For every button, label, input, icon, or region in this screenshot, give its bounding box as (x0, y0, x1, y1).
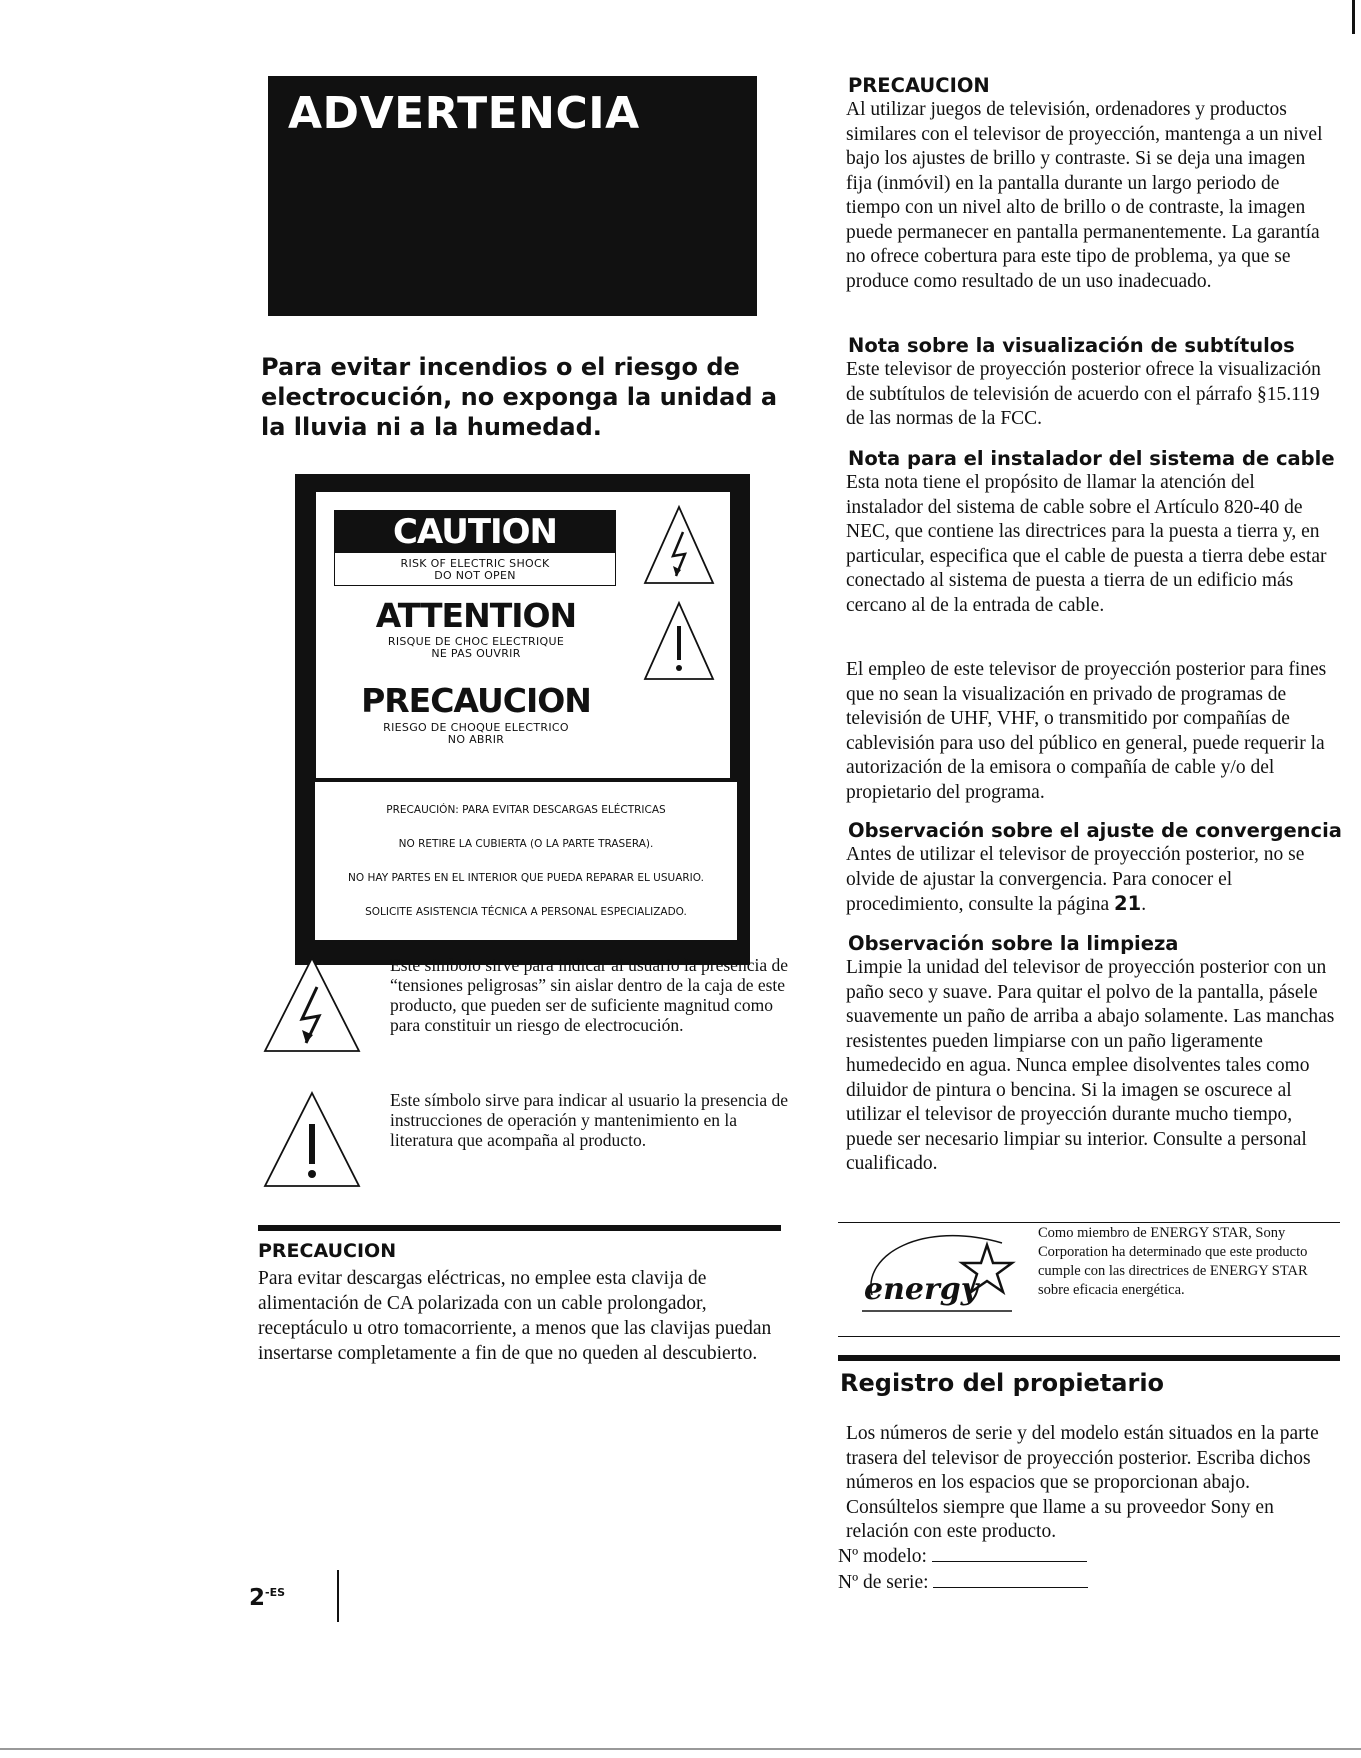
notice-line: NO HAY PARTES EN EL INTERIOR QUE PUEDA REPARAR EL USUARIO. (348, 872, 704, 884)
energy-star-text: Como miembro de ENERGY STAR, Sony Corporation ha determinado que este producto cumple con las directrices de ENERGY STAR sobre eficacia energética. (1038, 1225, 1308, 1298)
page-bar (337, 1570, 339, 1622)
label-upper-panel (316, 492, 730, 778)
owner-registration-heading: Registro del propietario (840, 1369, 1165, 1397)
serial-number-blank (933, 1587, 1088, 1588)
energy-logo-text: energy (864, 1272, 979, 1307)
cable-installer-text-2: El empleo de este televisor de proyección posterior para fines que no sean la visualización en privado de programas de televisión de UHF, VHF, o transmitido por compañías de cablevisión para uso del público en general, puede requerir la autorización de la emisora o compañía de cable y/o del propietario del programa. (846, 659, 1327, 803)
caution-label (295, 474, 750, 965)
caution-subtext (335, 558, 615, 582)
exclamation-symbol-description: Este símbolo sirve para indicar al usuario la presencia de instrucciones de operación y mantenimiento en la literatura que acompaña al producto. (390, 1090, 788, 1150)
convergence-heading: Observación sobre el ajuste de convergencia (848, 819, 1342, 842)
attention-sub-line: NE PAS OUVRIR (431, 647, 521, 660)
section-rule (838, 1355, 1340, 1361)
advertencia-title: ADVERTENCIA (288, 88, 640, 139)
precaucion-subtext (336, 722, 616, 746)
label-notice-panel (315, 782, 737, 940)
precaucion-text-right: Al utilizar juegos de televisión, ordenadores y productos similares con el televisor de proyección, mantenga a un nivel bajo los ajustes de brillo y contraste. Si se deja una imagen fija (inmóvil) en la pantalla durante un largo periodo de tiempo con un nivel alto de brillo o de contraste, la imagen puede permanecer en pantalla permanentemente. La garantía no ofrece cobertura para este tipo de problema, ya que se produce como resultado de un uso inadecuado. (846, 99, 1323, 292)
page-number (249, 1585, 285, 1611)
page-number-suffix: -ES (265, 1586, 286, 1599)
notice-line: NO RETIRE LA CUBIERTA (O LA PARTE TRASERA). (398, 838, 654, 850)
lightning-triangle-icon (262, 955, 362, 1055)
precaucion-plug-heading: PRECAUCION (258, 1240, 397, 1262)
lightning-symbol-description: Este símbolo sirve para indicar al usuario la presencia de “tensiones peligrosas” sin aislar dentro de la caja de este producto, que pueden ser de suficiente magnitud como para constituir un riesgo de electrocución. (390, 955, 788, 1035)
serial-number-field (838, 1572, 1088, 1594)
lightning-triangle-icon (643, 504, 715, 586)
precaucion-sub-line: RIESGO DE CHOQUE ELECTRICO (383, 721, 569, 734)
model-number-blank (932, 1561, 1087, 1562)
convergence-page-ref: 21 (1114, 892, 1142, 915)
energy-star-logo (852, 1225, 1032, 1325)
precaucion-heading: PRECAUCION (361, 681, 591, 720)
caution-box (334, 510, 616, 586)
caution-sub-line: DO NOT OPEN (434, 569, 516, 582)
section-rule (258, 1225, 781, 1231)
cable-installer-text: Esta nota tiene el propósito de llamar la atención del instalador del sistema de cable sobre el Artículo 820-40 de NEC, que contiene las directrices para la puesta a tierra y, en particular, especifica que el cable de puesta a tierra debe estar conectado al sistema de puesta a tierra de un edificio más cercano al de la entrada de cable. (846, 472, 1327, 616)
attention-heading: ATTENTION (375, 596, 577, 635)
caution-sub-line: RISK OF ELECTRIC SHOCK (400, 557, 550, 570)
cable-installer-heading: Nota para el instalador del sistema de cable (848, 447, 1335, 470)
owner-registration-text: Los números de serie y del modelo están situados en la parte trasera del televisor de proyección posterior. Escriba dichos números en los espacios que se proporcionan abajo. Consúltelos siempre que llame a su proveedor Sony en relación con este producto. (846, 1423, 1319, 1542)
page-number-value: 2 (249, 1585, 266, 1611)
exclamation-triangle-icon (262, 1090, 362, 1190)
cleaning-heading: Observación sobre la limpieza (848, 932, 1179, 955)
subtitles-heading: Nota sobre la visualización de subtítulos (848, 334, 1295, 357)
attention-sub-line: RISQUE DE CHOC ELECTRIQUE (387, 635, 565, 648)
exclamation-triangle-icon (643, 600, 715, 682)
cleaning-text: Limpie la unidad del televisor de proyección posterior con un paño seco y suave. Para quitar el polvo de la pantalla, pásele suavemente un paño de arriba a abajo solamente. Las manchas resistentes pueden limpiarse con un paño ligeramente humedecido en agua. Nunca emplee disolventes tales como diluidor de pintura o bencina. Si la imagen se oscurece al utilizar el televisor de proyección durante mucho tiempo, puede ser necesario limpiar su interior. Consulte a personal cualificado. (846, 957, 1335, 1174)
energy-star-box (838, 1222, 1340, 1337)
notice-line: SOLICITE ASISTENCIA TÉCNICA A PERSONAL ESPECIALIZADO. (365, 906, 687, 918)
subtitles-text: Este televisor de proyección posterior ofrece la visualización de subtítulos de televisión de acuerdo con el párrafo §15.119 de las normas de la FCC. (846, 359, 1321, 429)
convergence-text: Antes de utilizar el televisor de proyección posterior, no se olvide de ajustar la convergencia. Para conocer el procedimiento, consulte la página 21. (846, 844, 1305, 915)
scan-bottom-edge (0, 1748, 1361, 1750)
precaucion-heading-right: PRECAUCION (848, 74, 990, 97)
advertencia-banner (268, 76, 757, 316)
convergence-text-body: Antes de utilizar el televisor de proyección posterior, no se olvide de ajustar la convergencia. Para conocer el procedimiento, consulte la página (846, 844, 1305, 915)
caution-heading: CAUTION (335, 511, 615, 553)
serial-number-label: Nº de serie: (838, 1572, 929, 1593)
precaucion-sub-line: NO ABRIR (447, 733, 505, 746)
model-number-label: Nº modelo: (838, 1546, 927, 1567)
fire-shock-warning: Para evitar incendios o el riesgo de electrocución, no exponga la unidad a la lluvia ni a la humedad. (261, 353, 778, 441)
attention-subtext (336, 636, 616, 660)
model-number-field (838, 1546, 1087, 1568)
notice-line: PRECAUCIÓN: PARA EVITAR DESCARGAS ELÉCTRICAS (386, 804, 666, 816)
precaucion-plug-text: Para evitar descargas eléctricas, no emplee esta clavija de alimentación de CA polarizada con un cable prolongador, receptáculo u otro tomacorriente, a menos que las clavijas puedan insertarse completamente a fin de que no queden al descubierto. (258, 1268, 772, 1364)
page-edge-mark (1352, 0, 1355, 34)
